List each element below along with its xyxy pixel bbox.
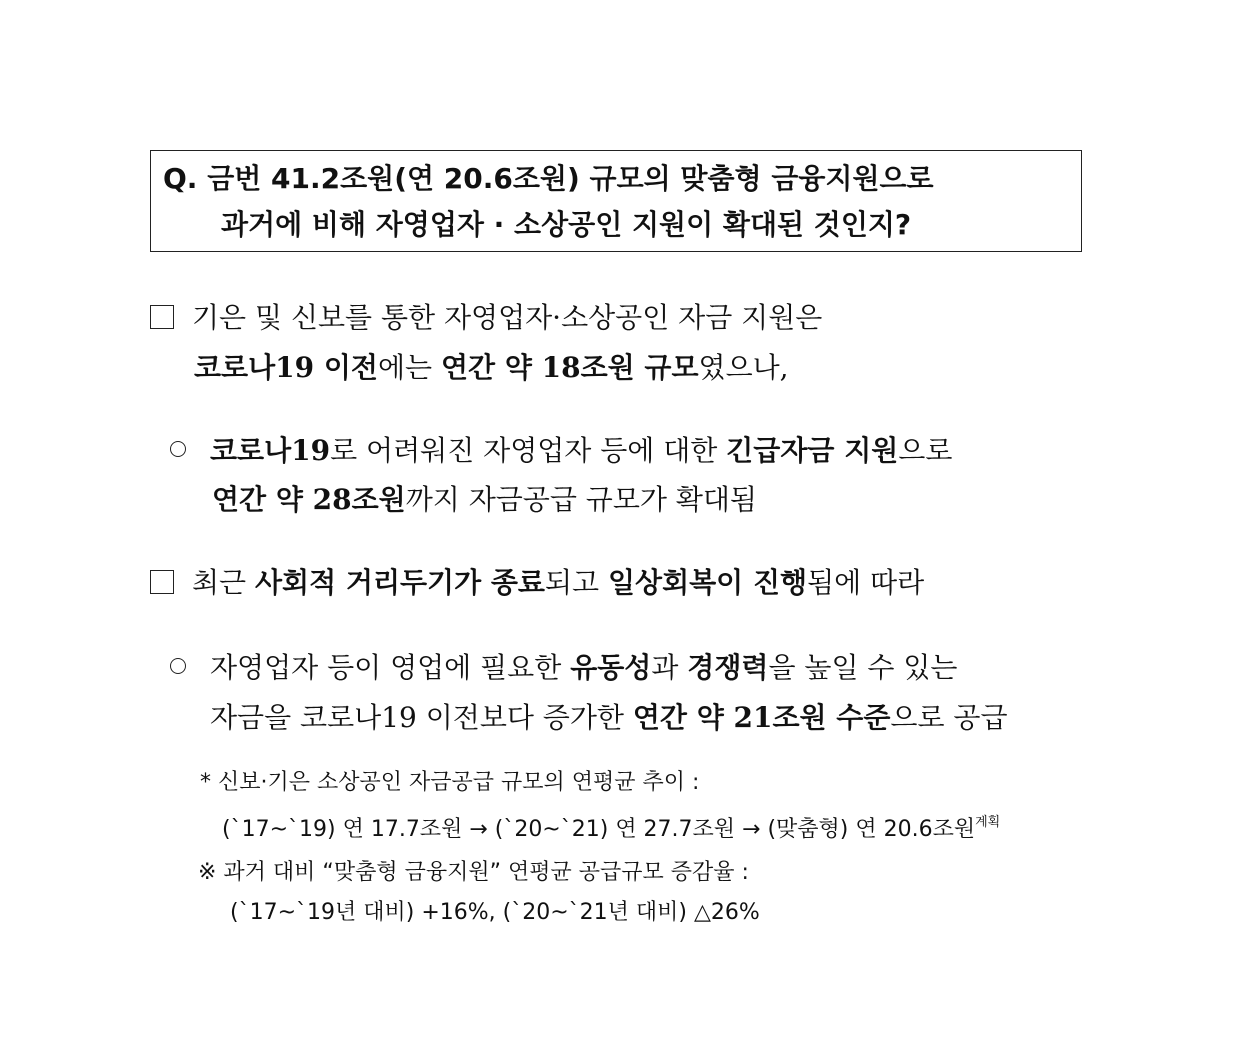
square-bullet-icon (150, 305, 174, 329)
section1-paragraph-line-1: 기은 및 신보를 통한 자영업자·소상공인 자금 지원은 (150, 300, 822, 336)
note-1-superscript: 계획 (975, 815, 1001, 830)
circle-bullet-icon (170, 441, 186, 457)
question-line-1: Q. 금번 41.2조원(연 20.6조원) 규모의 맞춤형 금융지원으로 (163, 162, 934, 195)
question-line-2: 과거에 비해 자영업자 · 소상공인 지원이 확대된 것인지? (221, 208, 912, 241)
note-2-line-1: ※ 과거 대비 “맞춤형 금융지원” 연평균 공급규모 증감율 : (198, 860, 749, 885)
note-1-line-1: * 신보·기은 소상공인 자금공급 규모의 연평균 추이 : (200, 770, 700, 795)
note-1-line-2: (`17~`19) 연 17.7조원 → (`20~`21) 연 27.7조원 → (맞춤형) 연 20.6조원$^{계획}$ (222, 815, 1001, 842)
section2-paragraph-line: 최근 사회적 거리두기가 종료되고 일상회복이 진행됨에 따라 (150, 565, 924, 601)
section2-subpoint-line-1: 자영업자 등이 영업에 필요한 유동성과 경쟁력을 높일 수 있는 (170, 650, 957, 686)
note-2-line-2: (`17~`19년 대비) +16%, (`20~`21년 대비) △26% (230, 900, 760, 925)
circle-bullet-icon (170, 658, 186, 674)
section1-paragraph-line-2: 코로나19 이전에는 연간 약 18조원 규모였으나, (194, 351, 789, 384)
section1-subpoint-line-2: 연간 약 28조원까지 자금공급 규모가 확대됨 (212, 483, 757, 516)
square-bullet-icon (150, 570, 174, 594)
question-box (150, 150, 1082, 252)
section1-subpoint-line-1: 코로나19로 어려워진 자영업자 등에 대한 긴급자금 지원으로 (170, 433, 952, 469)
section2-subpoint-line-2: 자금을 코로나19 이전보다 증가한 연간 약 21조원 수준으로 공급 (210, 701, 1008, 734)
